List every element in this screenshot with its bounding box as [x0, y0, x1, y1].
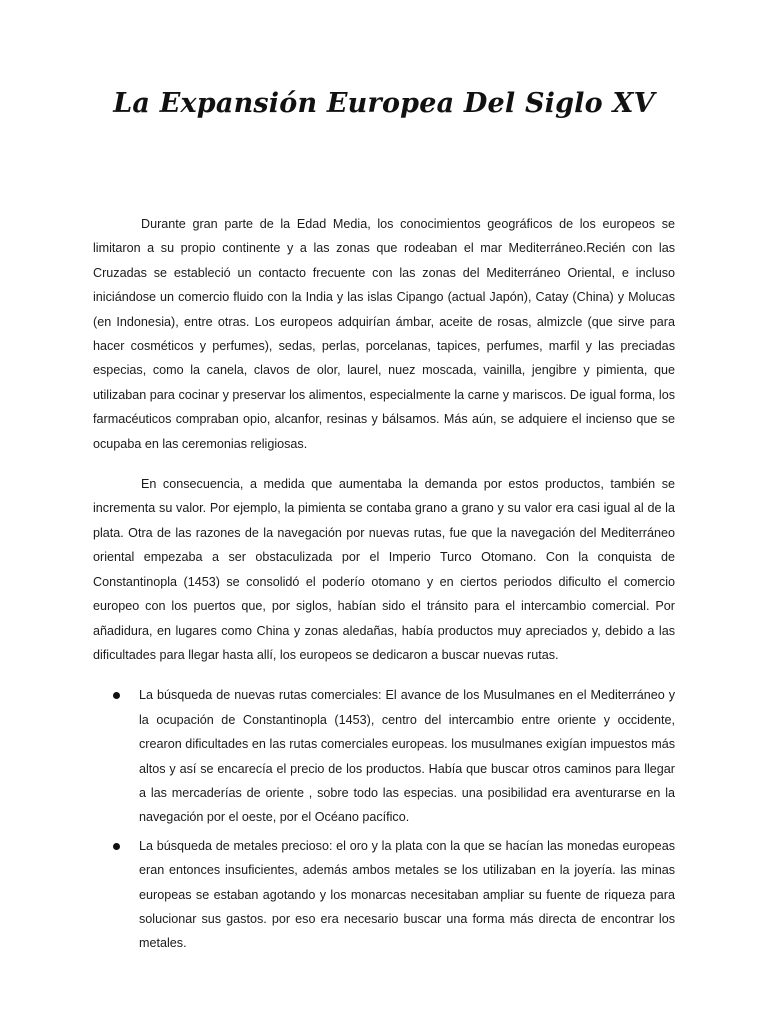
document-title: La Expansión Europea Del Siglo XV: [113, 88, 655, 119]
list-item: [93, 834, 675, 956]
bullet-list: [93, 683, 675, 955]
bullet-icon: [113, 692, 120, 699]
bullet-text-precious-metals: La búsqueda de metales precioso: el oro y la plata con la que se hacían las monedas europeas eran entonces insuficientes, además ambos metales se los utilizaban en la joyería. las minas europeas se estaban agotando y los monarcas necesitaban ampliar su fuente de riqueza para solucionar sus gastos. por eso era necesario buscar una forma más directa de encontrar los metales.: [139, 838, 675, 951]
paragraph-consequence: En consecuencia, a medida que aumentaba la demanda por estos productos, también se incrementa su valor. Por ejemplo, la pimienta se contaba grano a grano y su valor era casi igual al de la plata. Otra de las razones de la navegación por nuevas rutas, fue que la navegación del Mediterráneo oriental empezaba a ser obstaculizada por el Imperio Turco Otomano. Con la conquista de Constantinopla (1453) se consolidó el poderío otomano y en ciertos periodos dificulto el comercio europeo con los puertos que, por siglos, habían sido el tránsito para el intercambio comercial. Por añadidura, en lugares como China y zonas aledañas, había productos muy apreciados y, debido a las dificultades para llegar hasta allí, los europeos se dedicaron a buscar nuevas rutas.: [93, 477, 675, 662]
bullet-text-trade-routes: La búsqueda de nuevas rutas comerciales: El avance de los Musulmanes en el Mediterráneo y la ocupación de Constantinopla (1453), centro del intercambio entre oriente y occidente, crearon dificultades en las rutas comerciales europeas. los musulmanes exigían impuestos más altos y así se encarecía el precio de los productos. Había que buscar otros caminos para llegar a las mercaderías de oriente , sobre todo las especias. una posibilidad era aventurarse en la navegación por el oeste, por el Océano pacífico.: [139, 688, 675, 825]
paragraph-intro: Durante gran parte de la Edad Media, los conocimientos geográficos de los europeos se limitaron a su propio continente y a las zonas que rodeaban el mar Mediterráneo.Recién con las Cruzadas se estableció un contacto frecuente con las zonas del Mediterráneo Oriental, e incluso iniciándose un comercio fluido con la India y las islas Cipango (actual Japón), Catay (China) y Molucas (en Indonesia), entre otras. Los europeos adquirían ámbar, aceite de rosas, almizcle (que sirve para hacer cosméticos y perfumes), sedas, perlas, porcelanas, tapices, perfumes, marfil y las preciadas especias, como la canela, clavos de olor, laurel, nuez moscada, vainilla, jengibre y pimienta, que utilizaban para cocinar y preservar los alimentos, especialmente la carne y mariscos. De igual forma, los farmacéuticos compraban opio, alcanfor, resinas y bálsamos. Más aún, se adquiere el incienso que se ocupaba en las ceremonias religiosas.: [93, 217, 675, 451]
list-item: [93, 683, 675, 829]
document-body: [93, 212, 675, 960]
bullet-icon: [113, 843, 120, 850]
